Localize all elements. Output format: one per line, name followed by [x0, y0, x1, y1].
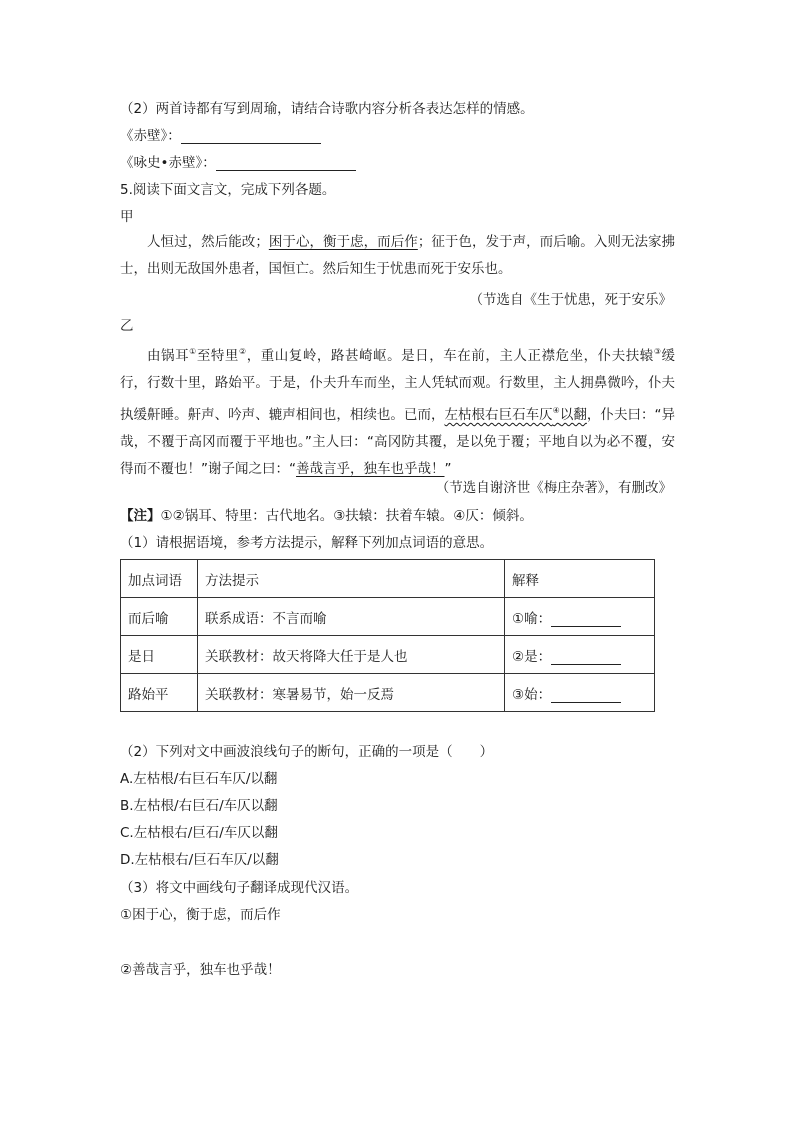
passage-text: ”	[444, 461, 452, 477]
table-row	[121, 636, 655, 674]
footnote-marker: ②	[238, 347, 247, 356]
answer-blank[interactable]	[216, 155, 356, 171]
table-header: 方法提示	[198, 560, 505, 598]
annotation-note	[120, 504, 533, 524]
passage-text: ，重山复岭，路甚崎岖。是日，车在前，主人正襟危坐，仆夫扶辕	[246, 348, 654, 364]
underlined-sentence-1: 困于心，衡于虑，而后作	[268, 234, 418, 250]
translate-item-1: ①困于心，衡于虑，而后作	[120, 907, 281, 923]
note-bracket: 【注】	[120, 508, 161, 524]
passage-jia-source: （节选自《生于忧患，死于安乐》	[469, 292, 672, 308]
wavy-text: 左枯根右巨石车仄	[444, 407, 553, 423]
passage-text: 缓行，行数十里，路始平。于是，仆夫升车而坐，主人凭轼而观。行数里，主人拥鼻微吟，仆夫执缓鼾睡。鼾声、吟声、辘声相间也，相续也。已而，	[120, 348, 676, 423]
wavy-sentence	[444, 407, 586, 423]
passage-yi-source: （节选自谢济世《梅庄杂著》，有删改》	[435, 480, 672, 496]
table-header: 加点词语	[121, 560, 198, 598]
table-header: 解释	[505, 560, 655, 598]
table-cell-answer	[505, 674, 655, 712]
q2-label-yongshi: 《咏史•赤壁》：	[120, 155, 216, 171]
footnote-marker: ④	[552, 406, 560, 415]
sub-question-1: （1）请根据语境，参考方法提示，解释下列加点词语的意思。	[120, 535, 494, 551]
passage-text: 人恒过，然后能改；	[147, 234, 269, 250]
q2-answer-line-yongshi	[120, 151, 356, 171]
q2-prompt: （2）两首诗都有写到周瑜，请结合诗歌内容分析各表达怎样的情感。	[120, 101, 534, 117]
table-cell: 关联教材：故天将降大任于是人也	[198, 636, 505, 674]
answer-blank[interactable]	[551, 611, 621, 627]
table-cell-answer	[505, 636, 655, 674]
table-cell: 路始平	[121, 674, 198, 712]
note-text: ①②锅耳、特里：古代地名。③扶辕：扶着车辕。④仄：倾斜。	[160, 508, 533, 524]
footnote-marker: ①	[189, 347, 197, 356]
q5-title: 5.阅读下面文言文，完成下列各题。	[120, 182, 336, 198]
translate-item-2: ②善哉言乎，独车也乎哉！	[120, 962, 281, 978]
table-cell: 而后喻	[121, 598, 198, 636]
passage-text: ；征于色，发于声，而后喻。入则无法家拂士，出则无敌国外患者，国恒亡。然后知生于忧患而死于安乐也。	[120, 234, 676, 277]
sub-question-2: （2）下列对文中画波浪线句子的断句，正确的一项是（ ）	[120, 744, 494, 760]
wavy-text: 以翻	[559, 407, 587, 423]
passage-yi	[120, 338, 675, 483]
passage-text: ，仆夫曰：“异哉，不覆于高冈而覆于平地也。”主人曰：“高冈防其覆，是以免于覆；平地自以为必不覆，安得而不覆也！”谢子闻之曰：“	[120, 407, 676, 477]
q2-label-chibi: 《赤壁》：	[120, 128, 181, 144]
passage-text: 由锅耳	[147, 348, 190, 364]
table-cell: 关联教材：寒暑易节，始一反焉	[198, 674, 505, 712]
answer-blank[interactable]	[181, 128, 321, 144]
vocab-table	[120, 559, 655, 712]
option-c[interactable]: C.左枯根右/巨石/车仄以翻	[120, 825, 278, 841]
answer-label: ①喻：	[512, 610, 552, 627]
passage-jia-label: 甲	[120, 209, 134, 225]
table-row	[121, 674, 655, 712]
passage-text: 至特里	[196, 348, 239, 364]
option-d[interactable]: D.左枯根右/巨石车仄/以翻	[120, 852, 279, 868]
passage-jia	[120, 229, 675, 283]
table-cell-answer	[505, 598, 655, 636]
answer-label: ③始：	[512, 686, 552, 703]
option-b[interactable]: B.左枯根/右巨石/车仄以翻	[120, 798, 278, 814]
option-a[interactable]: A.左枯根/右巨石车仄/以翻	[120, 771, 278, 787]
sub-question-3: （3）将文中画线句子翻译成现代汉语。	[120, 880, 359, 896]
q2-answer-line-chibi	[120, 124, 321, 144]
passage-yi-label: 乙	[120, 318, 134, 334]
answer-blank[interactable]	[551, 687, 621, 703]
table-header-row	[121, 560, 655, 598]
table-row	[121, 598, 655, 636]
answer-blank[interactable]	[551, 649, 621, 665]
answer-label: ②是：	[512, 648, 552, 665]
underlined-sentence-2: 善哉言乎，独车也乎哉！	[296, 461, 445, 477]
table-cell: 是日	[121, 636, 198, 674]
footnote-marker: ③	[653, 347, 662, 356]
table-cell: 联系成语：不言而喻	[198, 598, 505, 636]
